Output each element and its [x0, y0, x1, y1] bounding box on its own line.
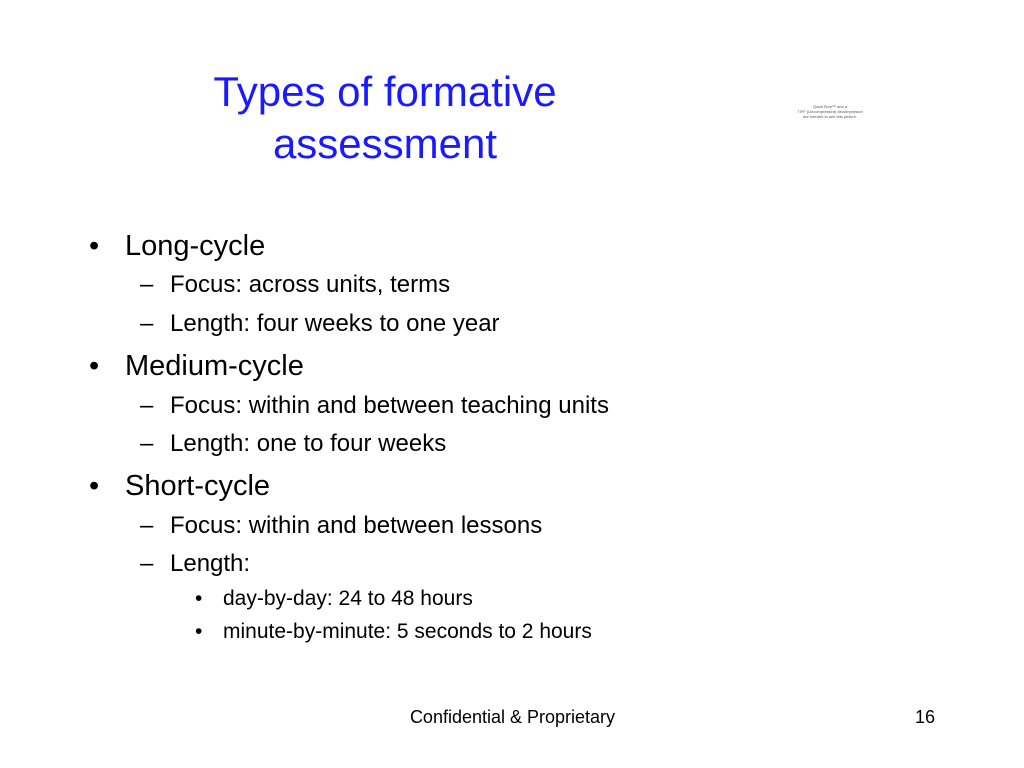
- sub-bullet-marker: –: [140, 392, 154, 419]
- sub-bullet-label: Focus: within and between lessons: [170, 512, 543, 539]
- bullet-marker: •: [89, 470, 100, 502]
- placeholder-text-line: TIFF (Uncompressed) decompressor: [797, 109, 863, 114]
- bullet-marker: •: [89, 350, 100, 382]
- sub-bullet-item: [140, 550, 251, 578]
- sub-bullet-marker: –: [140, 430, 154, 457]
- slide-title-line: assessment: [272, 120, 498, 167]
- bullet-item: [89, 229, 266, 263]
- sub-bullet-label: Focus: across units, terms: [170, 271, 451, 298]
- sub-bullet-marker: –: [140, 271, 154, 298]
- sub-sub-bullet-label: day-by-day: 24 to 48 hours: [223, 587, 473, 610]
- bullet-item: [89, 469, 271, 503]
- bullet-label: Medium-cycle: [125, 350, 304, 382]
- sub-bullet-item: [140, 392, 609, 420]
- sub-sub-bullet-marker: •: [195, 587, 203, 610]
- sub-bullet-item: [140, 512, 543, 540]
- sub-sub-bullet-item: [195, 620, 592, 644]
- sub-bullet-marker: –: [140, 310, 154, 337]
- sub-bullet-marker: –: [140, 550, 154, 577]
- sub-bullet-item: [140, 310, 500, 338]
- bullet-item: [89, 349, 304, 383]
- sub-bullet-marker: –: [140, 512, 154, 539]
- placeholder-text-line: are needed to see this picture.: [803, 114, 857, 119]
- slide-number: 16: [914, 707, 936, 727]
- sub-sub-bullet-item: [195, 587, 473, 611]
- placeholder-text-line: QuickTime™ and a: [812, 104, 848, 109]
- sub-sub-bullet-marker: •: [195, 620, 203, 643]
- bullet-marker: •: [89, 230, 100, 262]
- slide-footer: Confidential & Proprietary: [409, 707, 616, 727]
- sub-bullet-item: [140, 430, 447, 458]
- bullet-label: Long-cycle: [125, 230, 266, 262]
- sub-bullet-label: Focus: within and between teaching units: [170, 392, 609, 419]
- sub-bullet-label: Length: four weeks to one year: [170, 310, 500, 337]
- slide-title-line: Types of formative: [213, 68, 557, 115]
- sub-bullet-item: [140, 271, 451, 299]
- sub-bullet-label: Length: one to four weeks: [170, 430, 447, 457]
- sub-bullet-label: Length:: [170, 550, 251, 577]
- sub-sub-bullet-label: minute-by-minute: 5 seconds to 2 hours: [223, 620, 592, 643]
- bullet-label: Short-cycle: [125, 470, 271, 502]
